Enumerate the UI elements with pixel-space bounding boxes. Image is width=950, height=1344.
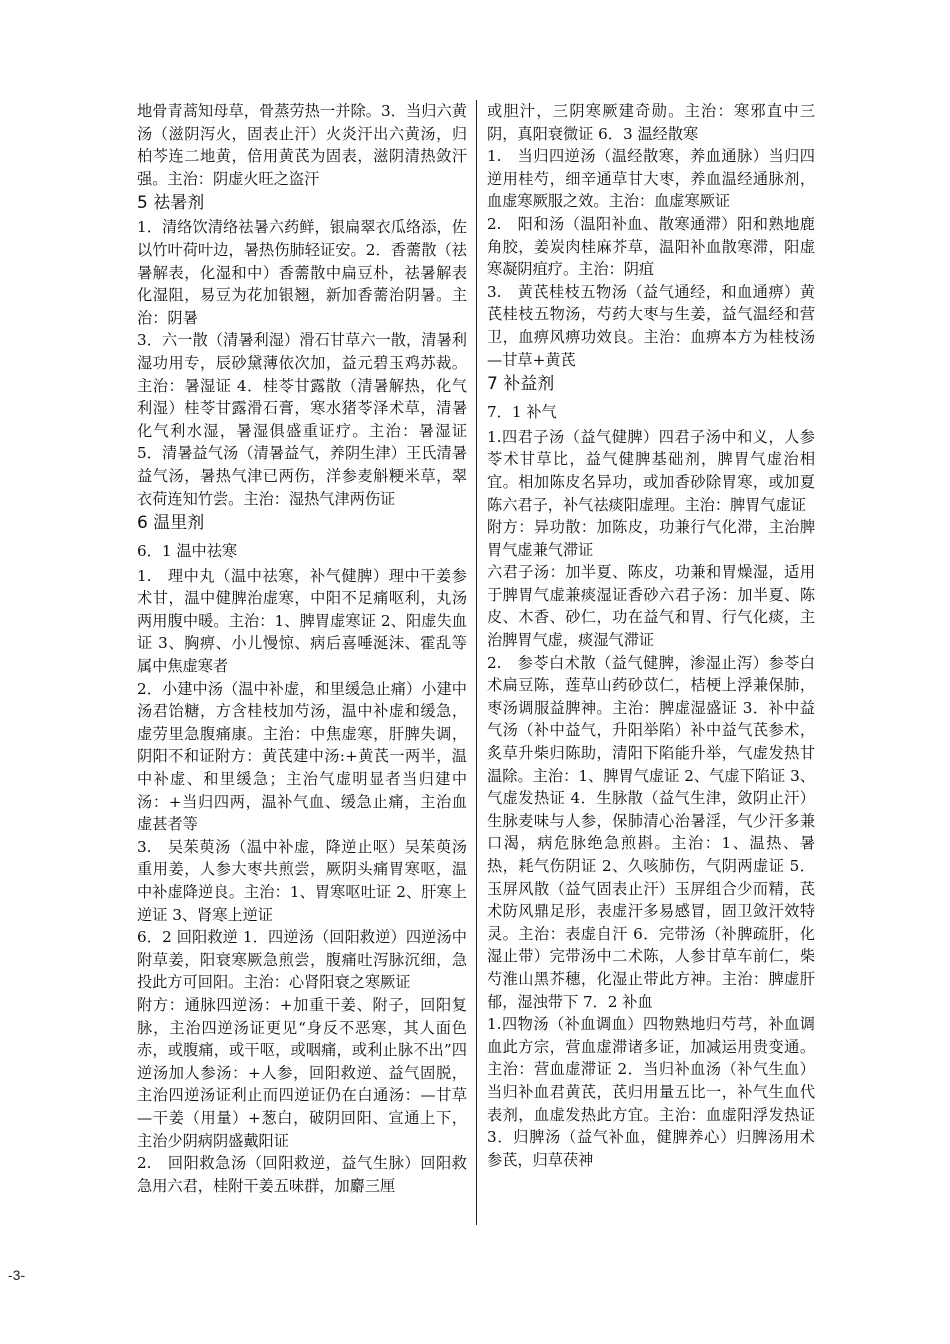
section-heading-wenli: 6 温里剂 (137, 513, 205, 534)
left-column (137, 100, 467, 1197)
subsection-heading: 6．1 温中祛寒 (137, 542, 238, 561)
paragraph: 1.四君子汤（益气健脾）四君子汤中和义，人参苓术甘草比，益气健脾基础剂，脾胃气虚治相宜。相加陈皮名异功，或加香砂除胃寒，或加夏陈六君子，补气祛痰阳虚理。主治：脾胃气虚证 (487, 427, 815, 514)
paragraph: 2．小建中汤（温中补虚，和里缓急止痛）小建中汤君饴糖，方含桂枝加芍汤，温中补虚和缓急，虚劳里急腹痛康。主治：中焦虚寒，肝脾失调，阴阳不和证附方：黄芪建中汤:+黄芪一两半，温中补虚、和里缓急；主治气虚明显者当归建中汤：+当归四两，温补气血、缓急止痛，主治血虚甚者等 (137, 679, 467, 834)
section-heading-buyi: 7 补益剂 (487, 374, 555, 395)
paragraph: 2. 阳和汤（温阳补血、散寒通滞）阳和熟地鹿角胶，姜炭肉桂麻芥草，温阳补血散寒滞，阳虚寒凝阴疽疗。主治：阴疽 (487, 214, 815, 279)
paragraph: 附方：通脉四逆汤：+加重干姜、附子，回阳复脉，主治四逆汤证更见“身反不恶寒，其人面色赤，或腹痛，或干呕，或咽痛，或利止脉不出”四逆汤加人参汤：+人参，回阳救逆、益气固脱，主治四逆汤证利止而四逆证仍在白通汤：—甘草—干姜（用量）+葱白，破阴回阳、宣通上下，主治少阴病阴盛戴阳证 (137, 995, 467, 1150)
paragraph: 3．六一散（清暑利湿）滑石甘草六一散，清暑利湿功用专，辰砂黛薄依次加，益元碧玉鸡苏裁。主治：暑湿证 4．桂苓甘露散（清暑解热，化气利湿）桂苓甘露滑石膏，寒水猪苓泽术草，清暑化气利水湿，暑湿俱盛重证疗。主治：暑湿证 5．清暑益气汤（清暑益气，养阴生津）王氏清暑益气汤，暑热气津已两伤，洋参麦斛粳米草，翠衣荷连知竹尝。主治：湿热气津两伤证 (137, 331, 467, 508)
paragraph: 2. 回阳救急汤（回阳救逆，益气生脉）回阳救急用六君，桂附干姜五味群，加麝三厘 (137, 1154, 467, 1195)
page-number: -3- (8, 1267, 26, 1283)
paragraph: 3. 吴茱萸汤（温中补虚，降逆止呕）吴茱萸汤重用姜，人参大枣共煎尝，厥阴头痛胃寒呕，温中补虚降逆良。主治：1、胃寒呕吐证 2、肝寒上逆证 3、肾寒上逆证 (137, 837, 467, 924)
paragraph: 2. 参苓白术散（益气健脾，渗湿止泻）参苓白术扁豆陈，莲草山药砂苡仁，桔梗上浮兼保肺，枣汤调服益脾神。主治：脾虚湿盛证 3．补中益气汤（补中益气，升阳举陷）补中益气芪参术，炙草升柴归陈助，清阳下陷能升举，气虚发热甘温除。主治：1、脾胃气虚证 2、气虚下陷证 3、气虚发热证 4．生脉散（益气生津，敛阴止汗）生脉麦味与人参，保肺清心治暑淫，气少汗多兼口渴，病危脉绝急煎斟。主治：1、温热、暑热，耗气伤阴证 2、久咳肺伤，气阴两虚证 5．玉屏风散（益气固表止汗）玉屏组合少而精，芪术防风鼎足形，表虚汗多易感冒，固卫敛汗效特灵。主治：表虚自汗 6．完带汤（补脾疏肝，化湿止带）完带汤中二术陈，人参甘草车前仁，柴芍淮山黑芥穗，化湿止带此方神。主治：脾虚肝郁，湿浊带下 7．2 补血 (487, 653, 815, 1011)
paragraph: 1.四物汤（补血调血）四物熟地归芍芎，补血调血此方宗，营血虚滞诸多证，加减运用贵变通。主治：营血虚滞证 2．当归补血汤（补气生血）当归补血君黄芪，芪归用量五比一，补气生血代表剂，血虚发热此方宜。主治：血虚阳浮发热证 3．归脾汤（益气补血，健脾养心）归脾汤用术参芪，归草茯神 (487, 1015, 815, 1169)
section-heading-qushu: 5 祛暑剂 (137, 193, 205, 214)
paragraph: 地骨青蒿知母草，骨蒸劳热一并除。3．当归六黄汤（滋阴泻火，固表止汗）火炎汗出六黄汤，归柏芩连二地黄，倍用黄芪为固表，滋阴清热敛汗强。主治：阴虚火旺之盗汗 (137, 102, 467, 188)
paragraph: 或胆汁，三阴寒厥建奇勋。主治：寒邪直中三阴，真阳衰微证 6．3 温经散寒 (487, 102, 815, 143)
paragraph: 1. 理中丸（温中祛寒，补气健脾）理中干姜参术甘，温中健脾治虚寒，中阳不足痛呕利，丸汤两用腹中暖。主治：1、脾胃虚寒证 2、阳虚失血证 3、胸痹、小儿慢惊、病后喜唾涎沫、霍乱等属中焦虚寒者 (137, 566, 467, 676)
paragraph: 1．清络饮清络祛暑六药鲜，银扁翠衣瓜络添，佐以竹叶荷叶边，暑热伤肺轻证安。2．香薷散（祛暑解表，化湿和中）香薷散中扁豆朴，祛暑解表化湿阻，易豆为花加银翘，新加香薷治阴暑。主治：阴暑 (137, 218, 467, 327)
paragraph: 六君子汤：加半夏、陈皮，功兼和胃燥湿，适用于脾胃气虚兼痰湿证香砂六君子汤：加半夏、陈皮、木香、砂仁，功在益气和胃、行气化痰，主治脾胃气虚，痰湿气滞证 (487, 563, 815, 650)
paragraph: 1. 当归四逆汤（温经散寒，养血通脉）当归四逆用桂芍，细辛通草甘大枣，养血温经通脉剂，血虚寒厥服之效。主治：血虚寒厥证 (487, 147, 815, 211)
paragraph: 附方：异功散：加陈皮，功兼行气化滞，主治脾胃气虚兼气滞证 (487, 518, 815, 559)
column-divider (476, 100, 477, 1225)
right-column (487, 100, 815, 1171)
subsection-heading: 7．1 补气 (487, 403, 557, 422)
paragraph: 6．2 回阳救逆 1．四逆汤（回阳救逆）四逆汤中附草姜，阳衰寒厥急煎尝，腹痛吐泻脉沉细，急投此方可回阳。主治：心肾阳衰之寒厥证 (137, 928, 467, 992)
paragraph: 3. 黄芪桂枝五物汤（益气通经，和血通痹）黄芪桂枝五物汤，芍药大枣与生姜，益气温经和营卫，血痹风痹功效良。主治：血痹本方为桂枝汤—甘草+黄芪 (487, 282, 815, 369)
